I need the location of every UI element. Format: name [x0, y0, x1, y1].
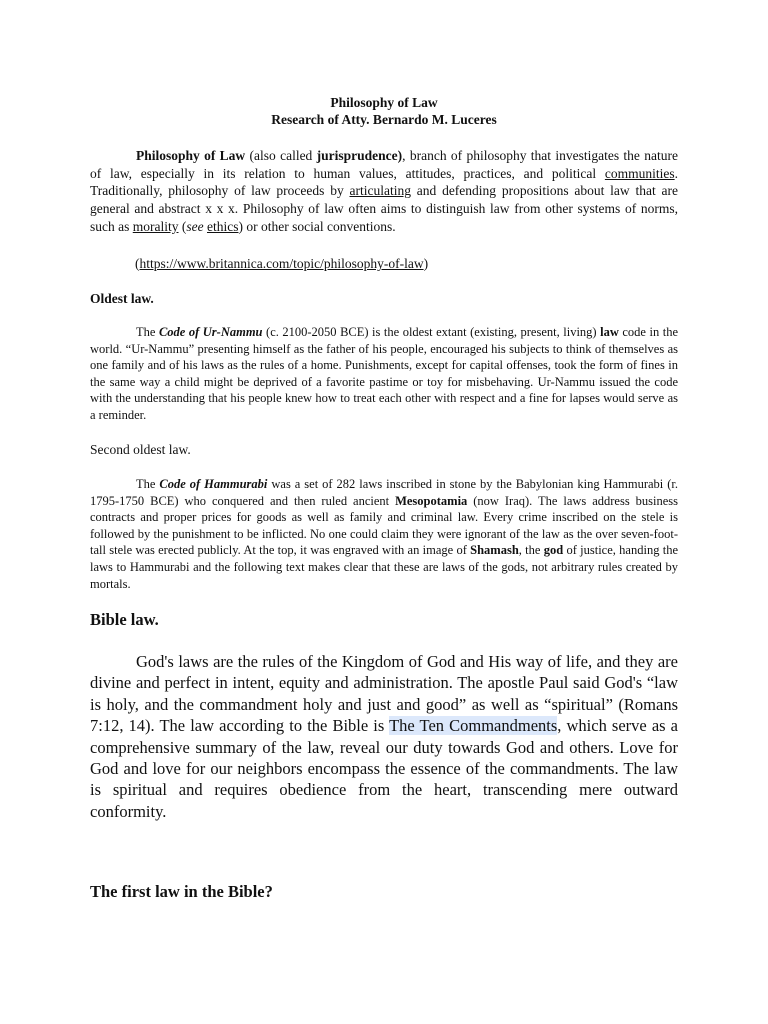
- link-morality[interactable]: morality: [132, 218, 179, 234]
- bible-law-paragraph: God's laws are the rules of the Kingdom of God and His way of life, and they are divine and perfect in intent, equity and administration. The apostle Paul said God's “law is holy, and the commandment holy and just and good” as well as “spiritual” (Romans 7:12, 14). The law according to the Bible is The Ten Commandments, which serve as a comprehensive summary of the law, reveal our duty towards God and others. Love for God and love for our neighbors encompass the essence of the commandments. The law is spiritual and requires obedience from the heart, transcending mere outward conformity.: [90, 652, 678, 821]
- term-jurisprudence: jurisprudence): [316, 148, 403, 163]
- intro-paragraph: Philosophy of Law (also called jurisprudence), branch of philosophy that investigates the nature of law, especially in its relation to human values, attitudes, practices, and political communities. Traditionally, philosophy of law proceeds by articulating and defending propositions about law that are general and abstract x x x. Philosophy of law often aims to distinguish law from other systems of norms, such as morality (see ethics) or other social conventions.: [90, 148, 678, 234]
- code-hammurabi: Code of Hammurabi: [159, 477, 268, 491]
- highlight-ten-commandments: The Ten Commandments: [389, 716, 558, 736]
- document-subtitle: Research of Atty. Bernardo M. Luceres: [271, 112, 497, 127]
- heading-second-oldest-law: Second oldest law.: [90, 442, 191, 457]
- code-ur-nammu: Code of Ur-Nammu: [158, 325, 263, 339]
- link-ethics[interactable]: ethics: [207, 218, 239, 234]
- heading-bible-law: Bible law.: [90, 610, 159, 629]
- source-url-link[interactable]: https://www.britannica.com/topic/philosophy-of-law: [139, 256, 424, 271]
- oldest-law-paragraph: The Code of Ur-Nammu (c. 2100-2050 BCE) is the oldest extant (existing, present, living) law code in the world. “Ur-Nammu” presenting himself as the father of his people, encouraged his subjects to think of themselves as one family and of his laws as the rules of a home. Punishments, except for capital offenses, took the form of fines in the same way a child might be deprived of a favorite pastime or toy for misbehaving. Ur-Nammu issued the code with the understanding that his people knew how to treat each other with respect and a fine for lapses would serve as a reminder.: [90, 325, 678, 422]
- link-articulating[interactable]: articulating: [349, 183, 411, 199]
- source-citation: (https://www.britannica.com/topic/philosophy-of-law): [135, 256, 429, 271]
- heading-first-law-in-bible: The first law in the Bible?: [90, 882, 273, 901]
- document-title: Philosophy of Law: [330, 95, 438, 110]
- heading-oldest-law: Oldest law.: [90, 291, 154, 306]
- second-law-paragraph: The Code of Hammurabi was a set of 282 laws inscribed in stone by the Babylonian king Hammurabi (r. 1795-1750 BCE) who conquered and then ruled ancient Mesopotamia (now Iraq). The laws address business contracts and proper prices for goods as well as family and criminal law. Every crime inscribed on the stele is followed by the punishment to be inflicted. No one could claim they were ignorant of the law as the over seven-foot-tall stele was erected publicly. At the top, it was engraved with an image of Shamash, the god of justice, handing the laws to Hammurabi and the following text makes clear that these are laws of the gods, not arbitrary rules created by mortals.: [90, 477, 679, 591]
- link-communities[interactable]: communities: [604, 165, 675, 181]
- term-philosophy-of-law: Philosophy of Law: [136, 148, 246, 163]
